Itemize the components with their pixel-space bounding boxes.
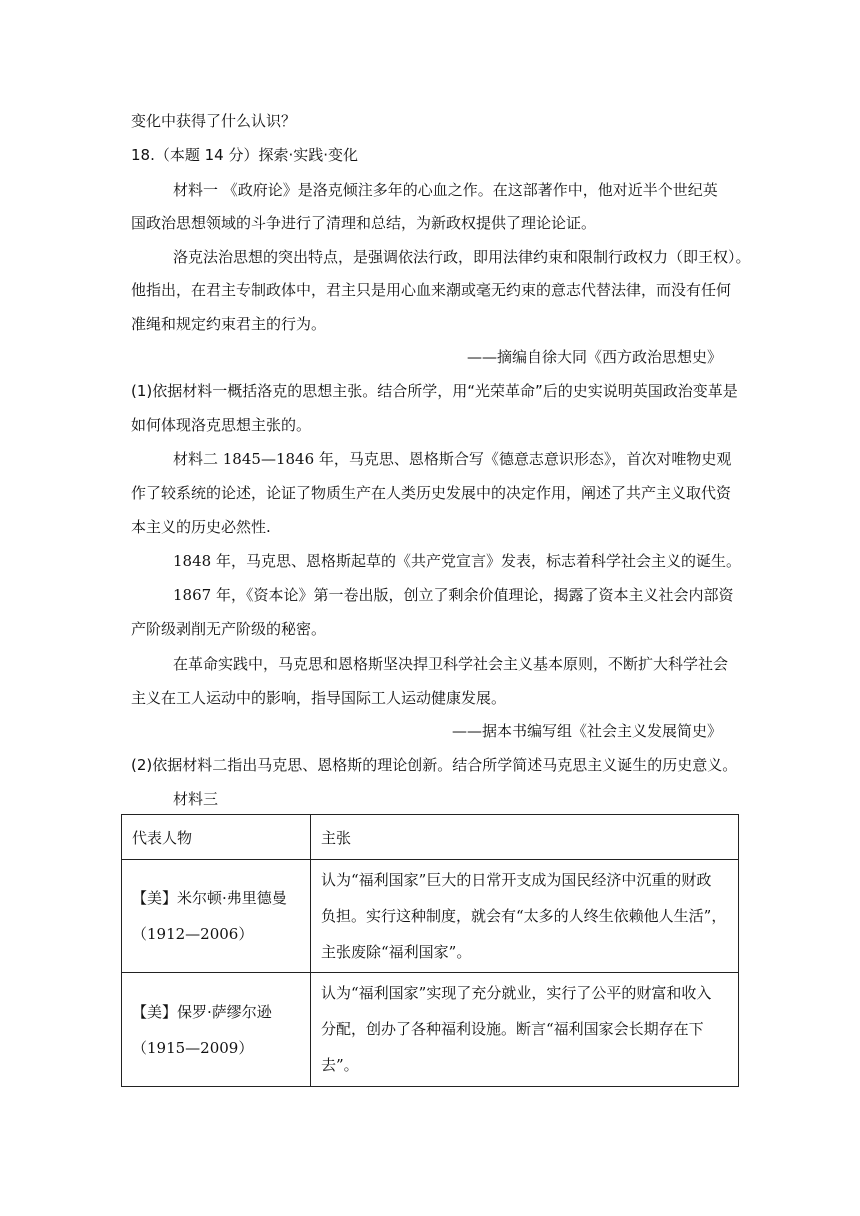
- material-2-line-6: 产阶级剥削无产阶级的秘密。: [131, 620, 327, 638]
- person-years: （1915—2009）: [132, 1038, 254, 1057]
- person-years: （1912—2006）: [132, 925, 254, 943]
- table-row: [122, 860, 739, 973]
- material-2-line-2: 作了较系统的论述，论证了物质生产在人类历史发展中的决定作用，阐述了共产主义取代资: [131, 484, 732, 502]
- claim-line: 分配，创办了各种福利设施。断言“福利国家会长期存在下: [321, 1020, 704, 1038]
- material-2-line-4: 1848 年，马克思、恩格斯起草的《共产党宣言》发表，标志着科学社会主义的诞生。: [173, 552, 741, 570]
- claim-cell: [311, 973, 739, 1087]
- material-2-line-3: 本主义的历史必然性.: [131, 518, 271, 536]
- material-1-line-2: 国政治思想领域的斗争进行了清理和总结，为新政权提供了理论论证。: [131, 214, 597, 232]
- table-row: [122, 973, 739, 1087]
- header-claim: 主张: [311, 815, 739, 860]
- lead-line: 变化中获得了什么认识？: [131, 112, 297, 130]
- claim-line: 认为“福利国家”巨大的日常开支成为国民经济中沉重的财政: [321, 871, 712, 889]
- claim-line: 负担。实行这种制度，就会有“太多的人终生依赖他人生活”，: [321, 907, 727, 925]
- person-cell: [122, 860, 311, 973]
- person-cell: [122, 973, 311, 1087]
- claim-line: 认为“福利国家”实现了充分就业，实行了公平的财富和收入: [321, 984, 712, 1002]
- claim-line: 主张废除“福利国家”。: [321, 943, 472, 961]
- question-1-line-2: 如何体现洛克思想主张的。: [131, 416, 312, 434]
- material-2-line-1: 材料二 1845—1846 年，马克思、恩格斯合写《德意志意识形态》，首次对唯物史观: [173, 450, 732, 468]
- question-2: (2)依据材料二指出马克思、恩格斯的理论创新。结合所学简述马克思主义诞生的历史意义。: [131, 756, 738, 774]
- material-1-line-5: 准绳和规定约束君主的行为。: [131, 315, 327, 333]
- claim-cell: [311, 860, 739, 973]
- material-3-label: 材料三: [173, 790, 219, 808]
- header-person: 代表人物: [122, 815, 311, 860]
- material-2-line-7: 在革命实践中，马克思和恩格斯坚决捍卫科学社会主义基本原则，不断扩大科学社会: [173, 655, 729, 673]
- material-2-line-5: 1867 年，《资本论》第一卷出版，创立了剩余价值理论，揭露了资本主义社会内部资: [173, 586, 734, 604]
- claim-line: 去”。: [321, 1056, 359, 1074]
- person-name: 【美】米尔顿·弗里德曼: [132, 889, 287, 907]
- question-18-title: 18.（本题 14 分）探索·实践·变化: [131, 146, 359, 164]
- material-1-line-3: 洛克法治思想的突出特点，是强调依法行政，即用法律约束和限制行政权力（即王权）。: [173, 248, 751, 266]
- source-citation-1: ——摘编自徐大同《西方政治思想史》: [466, 348, 722, 366]
- material-3-table: [121, 814, 739, 1087]
- table-header-row: [122, 815, 739, 860]
- person-name: 【美】保罗·萨缪尔逊: [132, 1002, 272, 1021]
- material-1-line-4: 他指出，在君主专制政体中，君主只是用心血来潮或毫无约束的意志代替法律，而没有任何: [131, 281, 732, 299]
- source-citation-2: ——据本书编写组《社会主义发展简史》: [451, 722, 722, 740]
- material-2-line-8: 主义在工人运动中的影响，指导国际工人运动健康发展。: [131, 689, 507, 707]
- question-1-line-1: (1)依据材料一概括洛克的思想主张。结合所学，用“光荣革命”后的史实说明英国政治变革是: [131, 382, 738, 400]
- material-1-line-1: 材料一 《政府论》是洛克倾注多年的心血之作。在这部著作中，他对近半个世纪英: [173, 181, 718, 199]
